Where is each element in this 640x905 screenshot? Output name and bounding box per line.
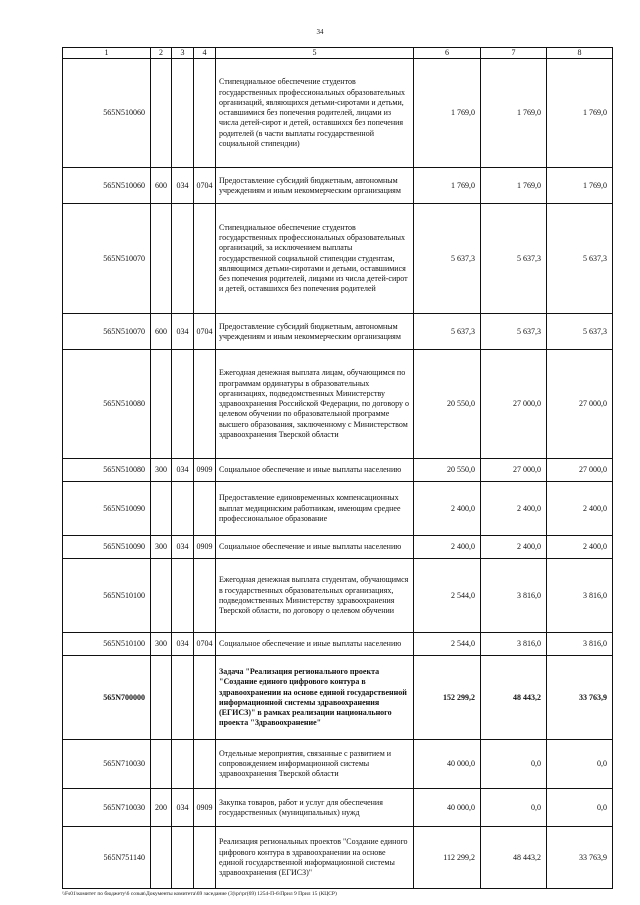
row-amount-year3-cell: 33 763,9 xyxy=(547,656,613,740)
row-section-cell xyxy=(194,827,216,889)
row-amount-year2-cell: 5 637,3 xyxy=(481,204,547,314)
row-administrator-cell xyxy=(172,559,194,633)
header-col-3: 3 xyxy=(172,48,194,59)
header-col-4: 4 xyxy=(194,48,216,59)
row-name-cell: Ежегодная денежная выплата студентам, обучающимся в государственных образовательных организациях, подведомственных Министерству здравоохранения Тверской области, по договору о целевом обучении xyxy=(216,559,414,633)
row-amount-year1-cell: 2 544,0 xyxy=(414,633,481,656)
table-row xyxy=(63,168,613,204)
row-code-cell: 565N510100 xyxy=(63,559,151,633)
row-amount-year1-cell: 2 400,0 xyxy=(414,482,481,536)
row-name-cell: Стипендиальное обеспечение студентов государственных профессиональных образовательных организаций, за исключением выплаты государственной социальной стипендии студентам, являющимся детьми-сиротами и детьми, оставшимися без попечения родителей, лицами из числа детей-сирот и детей, оставшихся без попечения родителей xyxy=(216,204,414,314)
row-amount-year2-cell: 2 400,0 xyxy=(481,482,547,536)
row-administrator-cell xyxy=(172,350,194,459)
row-amount-year3-cell: 5 637,3 xyxy=(547,204,613,314)
row-section-cell: 0704 xyxy=(194,314,216,350)
row-administrator-cell xyxy=(172,656,194,740)
row-code-cell: 565N710030 xyxy=(63,740,151,789)
row-section-cell xyxy=(194,656,216,740)
row-amount-year3-cell: 2 400,0 xyxy=(547,536,613,559)
row-code-cell: 565N510100 xyxy=(63,633,151,656)
table-row xyxy=(63,314,613,350)
header-col-8: 8 xyxy=(547,48,613,59)
row-name-cell: Предоставление единовременных компенсационных выплат медицинским работникам, имеющим среднее профессиональное образование xyxy=(216,482,414,536)
row-section-cell: 0909 xyxy=(194,459,216,482)
row-amount-year3-cell: 2 400,0 xyxy=(547,482,613,536)
row-administrator-cell: 034 xyxy=(172,789,194,827)
row-amount-year2-cell: 3 816,0 xyxy=(481,633,547,656)
row-section-cell: 0704 xyxy=(194,168,216,204)
row-name-cell: Стипендиальное обеспечение студентов государственных профессиональных образовательных организаций, являющихся детьми-сиротами и детьми, оставшимися без попечения родителей, лицами из числа детей-сирот и детей, оставшихся без попечения родителей (в части выплаты государственной социальной стипендии) xyxy=(216,59,414,168)
row-expense-type-cell xyxy=(151,740,172,789)
row-code-cell: 565N510080 xyxy=(63,350,151,459)
row-section-cell xyxy=(194,740,216,789)
row-amount-year1-cell: 152 299,2 xyxy=(414,656,481,740)
row-code-cell: 565N751140 xyxy=(63,827,151,889)
row-amount-year3-cell: 1 769,0 xyxy=(547,59,613,168)
row-amount-year2-cell: 2 400,0 xyxy=(481,536,547,559)
page-number: 34 xyxy=(316,28,324,36)
row-name-cell: Предоставление субсидий бюджетным, автономным учреждениям и иным некоммерческим организациям xyxy=(216,168,414,204)
row-expense-type-cell: 600 xyxy=(151,314,172,350)
row-code-cell: 565N700000 xyxy=(63,656,151,740)
row-expense-type-cell: 600 xyxy=(151,168,172,204)
footer-file-path: \\Fs01\комитет по бюджету\6 созыв\Документы комитета\69 заседание (3)\pr\pr(69) 1254-П-6\Прил 9 Прил 15 (КЦСР) xyxy=(62,891,337,897)
table-row xyxy=(63,827,613,889)
table-row xyxy=(63,789,613,827)
row-expense-type-cell: 300 xyxy=(151,633,172,656)
row-amount-year1-cell: 112 299,2 xyxy=(414,827,481,889)
row-amount-year2-cell: 0,0 xyxy=(481,740,547,789)
row-name-cell: Задача "Реализация регионального проекта "Создание единого цифрового контура в здравоохранении на основе единой государственной информационной системы здравоохранения (ЕГИСЗ)" в рамках реализации национального проекта "Здравоохранение" xyxy=(216,656,414,740)
row-expense-type-cell xyxy=(151,482,172,536)
row-name-cell: Ежегодная денежная выплата лицам, обучающимся по программам ординатуры в образовательных организациях, подведомственных Министерству здравоохранения Российской Федерации, по договору о целевом обучении по образовательной программе высшего образования, заключенному с Министерством здравоохранения Тверской области xyxy=(216,350,414,459)
row-amount-year3-cell: 0,0 xyxy=(547,789,613,827)
row-amount-year2-cell: 27 000,0 xyxy=(481,459,547,482)
row-amount-year1-cell: 20 550,0 xyxy=(414,459,481,482)
row-code-cell: 565N710030 xyxy=(63,789,151,827)
row-amount-year1-cell: 2 400,0 xyxy=(414,536,481,559)
row-code-cell: 565N510090 xyxy=(63,482,151,536)
row-code-cell: 565N510060 xyxy=(63,59,151,168)
row-section-cell: 0909 xyxy=(194,536,216,559)
row-amount-year3-cell: 27 000,0 xyxy=(547,459,613,482)
row-amount-year2-cell: 27 000,0 xyxy=(481,350,547,459)
row-administrator-cell xyxy=(172,59,194,168)
row-name-cell: Социальное обеспечение и иные выплаты населению xyxy=(216,633,414,656)
row-section-cell xyxy=(194,350,216,459)
table-row xyxy=(63,59,613,168)
row-amount-year2-cell: 1 769,0 xyxy=(481,168,547,204)
row-administrator-cell: 034 xyxy=(172,168,194,204)
row-administrator-cell xyxy=(172,740,194,789)
row-amount-year3-cell: 27 000,0 xyxy=(547,350,613,459)
row-section-cell xyxy=(194,59,216,168)
row-name-cell: Реализация региональных проектов "Создание единого цифрового контура в здравоохранении на основе единой государственной информационной системы здравоохранения (ЕГИСЗ)" xyxy=(216,827,414,889)
row-expense-type-cell xyxy=(151,827,172,889)
header-col-1: 1 xyxy=(63,48,151,59)
table-row xyxy=(63,656,613,740)
table-row xyxy=(63,740,613,789)
row-expense-type-cell: 200 xyxy=(151,789,172,827)
row-section-cell xyxy=(194,204,216,314)
row-amount-year3-cell: 0,0 xyxy=(547,740,613,789)
row-section-cell xyxy=(194,482,216,536)
row-code-cell: 565N510080 xyxy=(63,459,151,482)
row-expense-type-cell xyxy=(151,204,172,314)
row-code-cell: 565N510090 xyxy=(63,536,151,559)
row-expense-type-cell: 300 xyxy=(151,536,172,559)
row-name-cell: Социальное обеспечение и иные выплаты населению xyxy=(216,459,414,482)
row-name-cell: Социальное обеспечение и иные выплаты населению xyxy=(216,536,414,559)
row-amount-year1-cell: 1 769,0 xyxy=(414,168,481,204)
row-expense-type-cell xyxy=(151,350,172,459)
header-col-5: 5 xyxy=(216,48,414,59)
row-amount-year2-cell: 0,0 xyxy=(481,789,547,827)
row-code-cell: 565N510070 xyxy=(63,204,151,314)
table-row xyxy=(63,482,613,536)
row-code-cell: 565N510060 xyxy=(63,168,151,204)
row-amount-year1-cell: 20 550,0 xyxy=(414,350,481,459)
row-amount-year1-cell: 40 000,0 xyxy=(414,789,481,827)
row-administrator-cell: 034 xyxy=(172,633,194,656)
row-amount-year1-cell: 1 769,0 xyxy=(414,59,481,168)
table-row xyxy=(63,633,613,656)
row-section-cell: 0704 xyxy=(194,633,216,656)
header-col-6: 6 xyxy=(414,48,481,59)
row-amount-year2-cell: 48 443,2 xyxy=(481,827,547,889)
row-amount-year3-cell: 3 816,0 xyxy=(547,559,613,633)
row-amount-year1-cell: 5 637,3 xyxy=(414,204,481,314)
table-row xyxy=(63,204,613,314)
row-expense-type-cell xyxy=(151,559,172,633)
header-col-7: 7 xyxy=(481,48,547,59)
row-name-cell: Предоставление субсидий бюджетным, автономным учреждениям и иным некоммерческим организациям xyxy=(216,314,414,350)
row-amount-year3-cell: 1 769,0 xyxy=(547,168,613,204)
row-administrator-cell xyxy=(172,827,194,889)
row-administrator-cell xyxy=(172,482,194,536)
table-row xyxy=(63,350,613,459)
row-amount-year3-cell: 33 763,9 xyxy=(547,827,613,889)
row-amount-year1-cell: 5 637,3 xyxy=(414,314,481,350)
row-amount-year3-cell: 5 637,3 xyxy=(547,314,613,350)
row-amount-year2-cell: 48 443,2 xyxy=(481,656,547,740)
table-row xyxy=(63,536,613,559)
row-code-cell: 565N510070 xyxy=(63,314,151,350)
row-name-cell: Закупка товаров, работ и услуг для обеспечения государственных (муниципальных) нужд xyxy=(216,789,414,827)
budget-table xyxy=(62,47,613,889)
row-amount-year2-cell: 1 769,0 xyxy=(481,59,547,168)
row-amount-year2-cell: 3 816,0 xyxy=(481,559,547,633)
row-expense-type-cell xyxy=(151,59,172,168)
row-name-cell: Отдельные мероприятия, связанные с развитием и сопровождением информационной системы здравоохранения Тверской области xyxy=(216,740,414,789)
row-section-cell: 0909 xyxy=(194,789,216,827)
row-administrator-cell: 034 xyxy=(172,536,194,559)
row-expense-type-cell xyxy=(151,656,172,740)
header-row xyxy=(63,48,613,59)
row-section-cell xyxy=(194,559,216,633)
row-amount-year1-cell: 2 544,0 xyxy=(414,559,481,633)
row-administrator-cell: 034 xyxy=(172,459,194,482)
row-amount-year1-cell: 40 000,0 xyxy=(414,740,481,789)
row-expense-type-cell: 300 xyxy=(151,459,172,482)
row-amount-year2-cell: 5 637,3 xyxy=(481,314,547,350)
row-amount-year3-cell: 3 816,0 xyxy=(547,633,613,656)
table-row xyxy=(63,459,613,482)
header-col-2: 2 xyxy=(151,48,172,59)
row-administrator-cell xyxy=(172,204,194,314)
table-row xyxy=(63,559,613,633)
row-administrator-cell: 034 xyxy=(172,314,194,350)
